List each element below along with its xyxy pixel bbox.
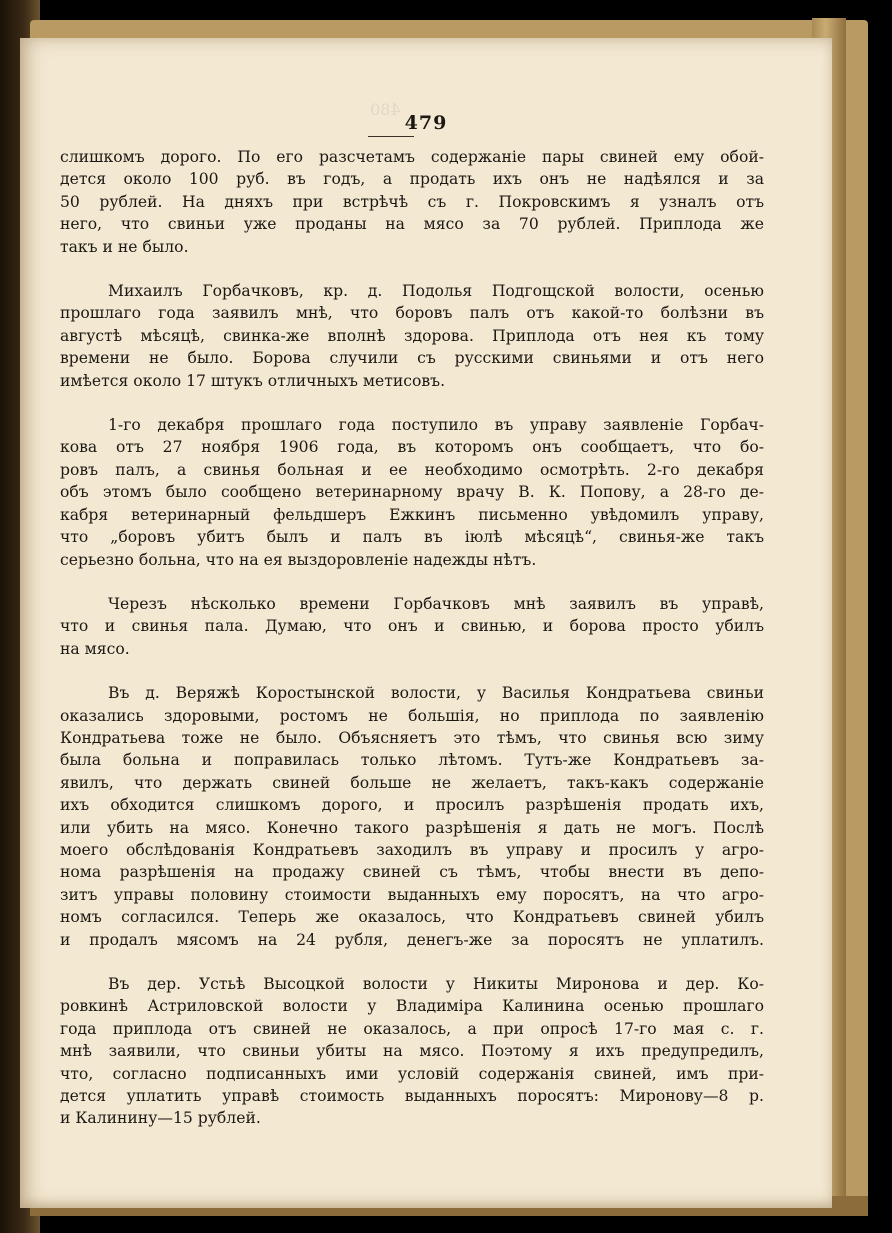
book-page (20, 38, 832, 1208)
text-line: Михаилъ Горбачковъ, кр. д. Подолья Подгощской волости, осенью (108, 282, 764, 301)
text-line: и продалъ мясомъ на 24 рубля, денегъ-же за поросятъ не уплатилъ. (60, 930, 764, 949)
text-line: номъ согласился. Теперь же оказалось, что Кондратьевъ свиней убилъ (60, 908, 764, 927)
text-line: явилъ, что держать свиней больше не желаетъ, такъ-какъ содержаніе (60, 773, 764, 792)
text-line: такъ и не было. (60, 237, 189, 256)
paragraph-2 (60, 280, 764, 392)
text-line: на мясо. (60, 639, 130, 658)
text-line: 50 рублей. На дняхъ при встрѣчѣ съ г. Покровскимъ я узналъ отъ (60, 192, 764, 211)
text-line: и Калинину—15 рублей. (60, 1109, 261, 1128)
text-line: моего обслѣдованія Кондратьевъ заходилъ въ управу и просилъ у агро- (60, 840, 764, 859)
text-line: слишкомъ дорого. По его разсчетамъ содержаніе пары свиней ему обой- (60, 148, 764, 166)
text-line: объ этомъ было сообщено ветеринарному врачу В. К. Попову, а 28-го де- (60, 483, 764, 502)
text-line: времени не было. Борова случили съ русскими свиньями и отъ него (60, 349, 764, 368)
text-line: ихъ обходится слишкомъ дорого, и просилъ разрѣшенія продать ихъ, (60, 796, 764, 815)
text-line: имѣется около 17 штукъ отличныхъ метисовъ. (60, 371, 446, 390)
text-line: мнѣ заявили, что свиньи убиты на мясо. Поэтому я ихъ предупредилъ, (60, 1042, 764, 1061)
text-line: кабря ветеринарный фельдшеръ Ежкинъ письменно увѣдомилъ управу, (60, 505, 764, 524)
text-line: что „боровъ убитъ былъ и палъ въ іюлѣ мѣсяцѣ“, свинья-же такъ (60, 528, 764, 547)
text-line: серьезно больна, что на ея выздоровленіе надежды нѣтъ. (60, 550, 537, 569)
text-line: дется около 100 руб. въ годъ, а продать ихъ онъ не надѣялся и за (60, 170, 764, 189)
text-line: 1-го декабря прошлаго года поступило въ управу заявленіе Горбач- (108, 416, 764, 435)
text-line: ровкинѣ Астриловской волости у Владиміра Калинина осенью прошлаго (60, 997, 764, 1016)
text-line: зитъ управы половину стоимости выданныхъ ему поросятъ, на что агро- (60, 885, 764, 904)
paragraph-3 (60, 414, 764, 571)
text-line: что и свинья пала. Думаю, что онъ и свинью, и борова просто убилъ (60, 617, 764, 636)
page-number: 479 (404, 112, 448, 134)
paragraph-5 (60, 682, 764, 951)
text-line: что, согласно подписанныхъ ими условій содержанія свиней, имъ при- (60, 1064, 764, 1083)
text-line: нома разрѣшенія на продажу свиней съ тѣмъ, чтобы внести въ депо- (60, 863, 764, 882)
paragraph-1 (60, 146, 764, 258)
text-line: Въ дер. Устьѣ Высоцкой волости у Никиты Миронова и дер. Ко- (108, 975, 764, 993)
page-number-rule (368, 136, 414, 137)
text-line: года приплода отъ свиней не оказалось, а при опросѣ 17-го мая с. г. (60, 1019, 764, 1038)
text-line: дется уплатить управѣ стоимость выданныхъ поросятъ: Миронову—8 р. (60, 1087, 764, 1106)
text-line: Черезъ нѣсколько времени Горбачковъ мнѣ заявилъ въ управѣ, (108, 594, 764, 613)
text-line: Кондратьева тоже не было. Объясняетъ это тѣмъ, что свинья всю зиму (60, 728, 764, 747)
bleed-through-number: 480 (370, 100, 401, 119)
text-line: него, что свиньи уже проданы на мясо за 70 рублей. Приплода же (60, 215, 764, 234)
text-line: ровъ палъ, а свинья больная и ее необходимо осмотрѣть. 2-го декабря (60, 460, 764, 479)
text-line: кова отъ 27 ноября 1906 года, въ которомъ онъ сообщаетъ, что бо- (60, 438, 764, 457)
text-line: прошлаго года заявилъ мнѣ, что боровъ палъ отъ какой-то болѣзни въ (60, 304, 764, 323)
paragraph-6 (60, 973, 764, 1130)
text-line: была больна и поправилась только лѣтомъ. Тутъ-же Кондратьевъ за- (60, 751, 764, 770)
body-text (60, 146, 764, 1152)
text-line: или убить на мясо. Конечно такого разрѣшенія я дать не могъ. Послѣ (60, 818, 764, 837)
text-line: Въ д. Веряжѣ Коростынской волости, у Василья Кондратьева свиньи (108, 684, 764, 703)
paragraph-4 (60, 593, 764, 660)
text-line: оказались здоровыми, ростомъ не большія, но приплода по заявленію (60, 706, 764, 725)
text-line: августѣ мѣсяцѣ, свинка-же вполнѣ здорова. Приплода отъ нея къ тому (60, 326, 764, 345)
